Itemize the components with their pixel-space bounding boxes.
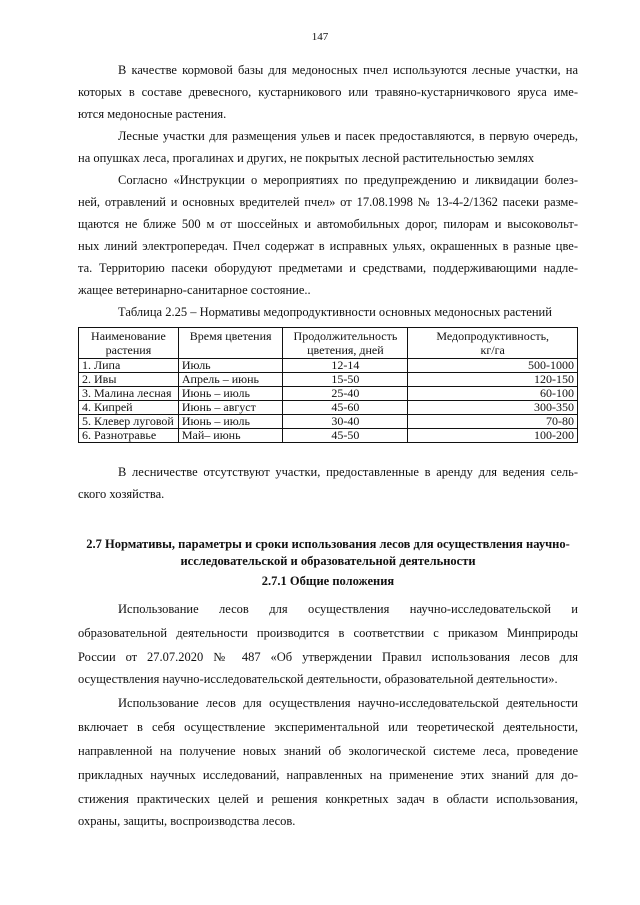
table-row bbox=[79, 401, 578, 415]
bloom-duration: 30-40 bbox=[283, 415, 408, 429]
paragraph-line: прикладных научных исследований, направленных на применение этих знаний для до- bbox=[78, 768, 578, 782]
paragraph-line: ных линий электропередач. Пчел содержат в исправных ульях, окрашенных в разные цве- bbox=[78, 239, 578, 253]
table-row bbox=[79, 415, 578, 429]
honey-productivity: 100-200 bbox=[408, 429, 578, 443]
paragraph-line: В качестве кормовой базы для медоносных пчел используются лесные участки, на bbox=[118, 63, 578, 77]
paragraph-line: на опушках леса, прогалинах и других, не покрытых лесной растительностью землях bbox=[78, 151, 535, 165]
bloom-time: Июнь – август bbox=[178, 401, 283, 415]
bloom-duration: 45-60 bbox=[283, 401, 408, 415]
paragraph-line: России от 27.07.2020 № 487 «Об утверждении Правил использования лесов для bbox=[78, 650, 578, 664]
table-header-row bbox=[79, 328, 578, 359]
paragraph-line: ского хозяйства. bbox=[78, 487, 165, 501]
column-header: Медопродуктивность, кг/га bbox=[408, 328, 578, 359]
bloom-time: Май– июнь bbox=[178, 429, 283, 443]
bloom-duration: 15-50 bbox=[283, 373, 408, 387]
table-row bbox=[79, 359, 578, 373]
plant-name: 5. Клевер луговой bbox=[79, 415, 179, 429]
paragraph-line: направленной на получение новых знаний об экологической системе леса, проведение bbox=[78, 744, 578, 758]
paragraph-line: охраны, защиты, воспроизводства лесов. bbox=[78, 814, 296, 828]
section-heading: исследовательской и образовательной деятельности bbox=[180, 554, 476, 568]
paragraph-line: включает в себя осуществление экспериментальной или теоретической деятельности, bbox=[78, 720, 578, 734]
column-header: Наименование растения bbox=[79, 328, 179, 359]
paragraph-line: ются медоносные растения. bbox=[78, 107, 227, 121]
table-row bbox=[79, 373, 578, 387]
bloom-time: Апрель – июнь bbox=[178, 373, 283, 387]
paragraph-line: Лесные участки для размещения ульев и пасек предоставляются, в первую очередь, bbox=[118, 129, 578, 143]
honey-productivity: 300-350 bbox=[408, 401, 578, 415]
paragraph-line: осуществления научно-исследовательской деятельности, образовательной деятельности». bbox=[78, 672, 558, 686]
paragraph-line: Использование лесов для осуществления научно-исследовательской деятельности bbox=[118, 696, 578, 710]
honey-productivity-table bbox=[78, 327, 578, 443]
table-caption: Таблица 2.25 – Нормативы медопродуктивности основных медоносных растений bbox=[118, 305, 552, 319]
plant-name: 2. Ивы bbox=[79, 373, 179, 387]
plant-name: 6. Разнотравье bbox=[79, 429, 179, 443]
paragraph-line: та. Территорию пасеки оборудуют предметами и средствами, поддерживающими надле- bbox=[78, 261, 578, 275]
paragraph-line: ней, отравлений и основных вредителей пчел» от 17.08.1998 № 13-4-2/1362 пасеки разме- bbox=[78, 195, 578, 209]
bloom-time: Июнь – июль bbox=[178, 415, 283, 429]
paragraph-line: которых в составе древесного, кустарникового или травяно-кустарничкового яруса име- bbox=[78, 85, 578, 99]
table-row bbox=[79, 387, 578, 401]
column-header: Время цветения bbox=[178, 328, 283, 359]
section-heading: 2.7 Нормативы, параметры и сроки использования лесов для осуществления научно- bbox=[86, 537, 570, 551]
paragraph-line: Согласно «Инструкции о мероприятиях по предупреждению и ликвидации болез- bbox=[118, 173, 578, 187]
plant-name: 4. Кипрей bbox=[79, 401, 179, 415]
plant-name: 3. Малина лесная bbox=[79, 387, 179, 401]
bloom-duration: 25-40 bbox=[283, 387, 408, 401]
honey-productivity: 120-150 bbox=[408, 373, 578, 387]
paragraph-line: В лесничестве отсутствуют участки, предоставленные в аренду для ведения сель- bbox=[118, 465, 578, 479]
page-number: 147 bbox=[311, 31, 329, 43]
bloom-duration: 45-50 bbox=[283, 429, 408, 443]
paragraph-line: стижения практических целей и решения конкретных задач в области использования, bbox=[78, 792, 578, 806]
bloom-time: Июль bbox=[178, 359, 283, 373]
paragraph-line: щаются не ближе 500 м от шоссейных и автомобильных дорог, пилорам и высоковольт- bbox=[78, 217, 578, 231]
paragraph-line: жащее ветеринарно-санитарное состояние.. bbox=[78, 283, 311, 297]
column-header: Продолжительность цветения, дней bbox=[283, 328, 408, 359]
bloom-duration: 12-14 bbox=[283, 359, 408, 373]
paragraph-line: Использование лесов для осуществления научно-исследовательской и bbox=[118, 602, 578, 616]
paragraph-line: образовательной деятельности производится в соответствии с приказом Минприроды bbox=[78, 626, 578, 640]
honey-productivity: 500-1000 bbox=[408, 359, 578, 373]
honey-productivity: 70-80 bbox=[408, 415, 578, 429]
subsection-heading: 2.7.1 Общие положения bbox=[261, 574, 395, 588]
plant-name: 1. Липа bbox=[79, 359, 179, 373]
honey-productivity: 60-100 bbox=[408, 387, 578, 401]
table-row bbox=[79, 429, 578, 443]
bloom-time: Июнь – июль bbox=[178, 387, 283, 401]
